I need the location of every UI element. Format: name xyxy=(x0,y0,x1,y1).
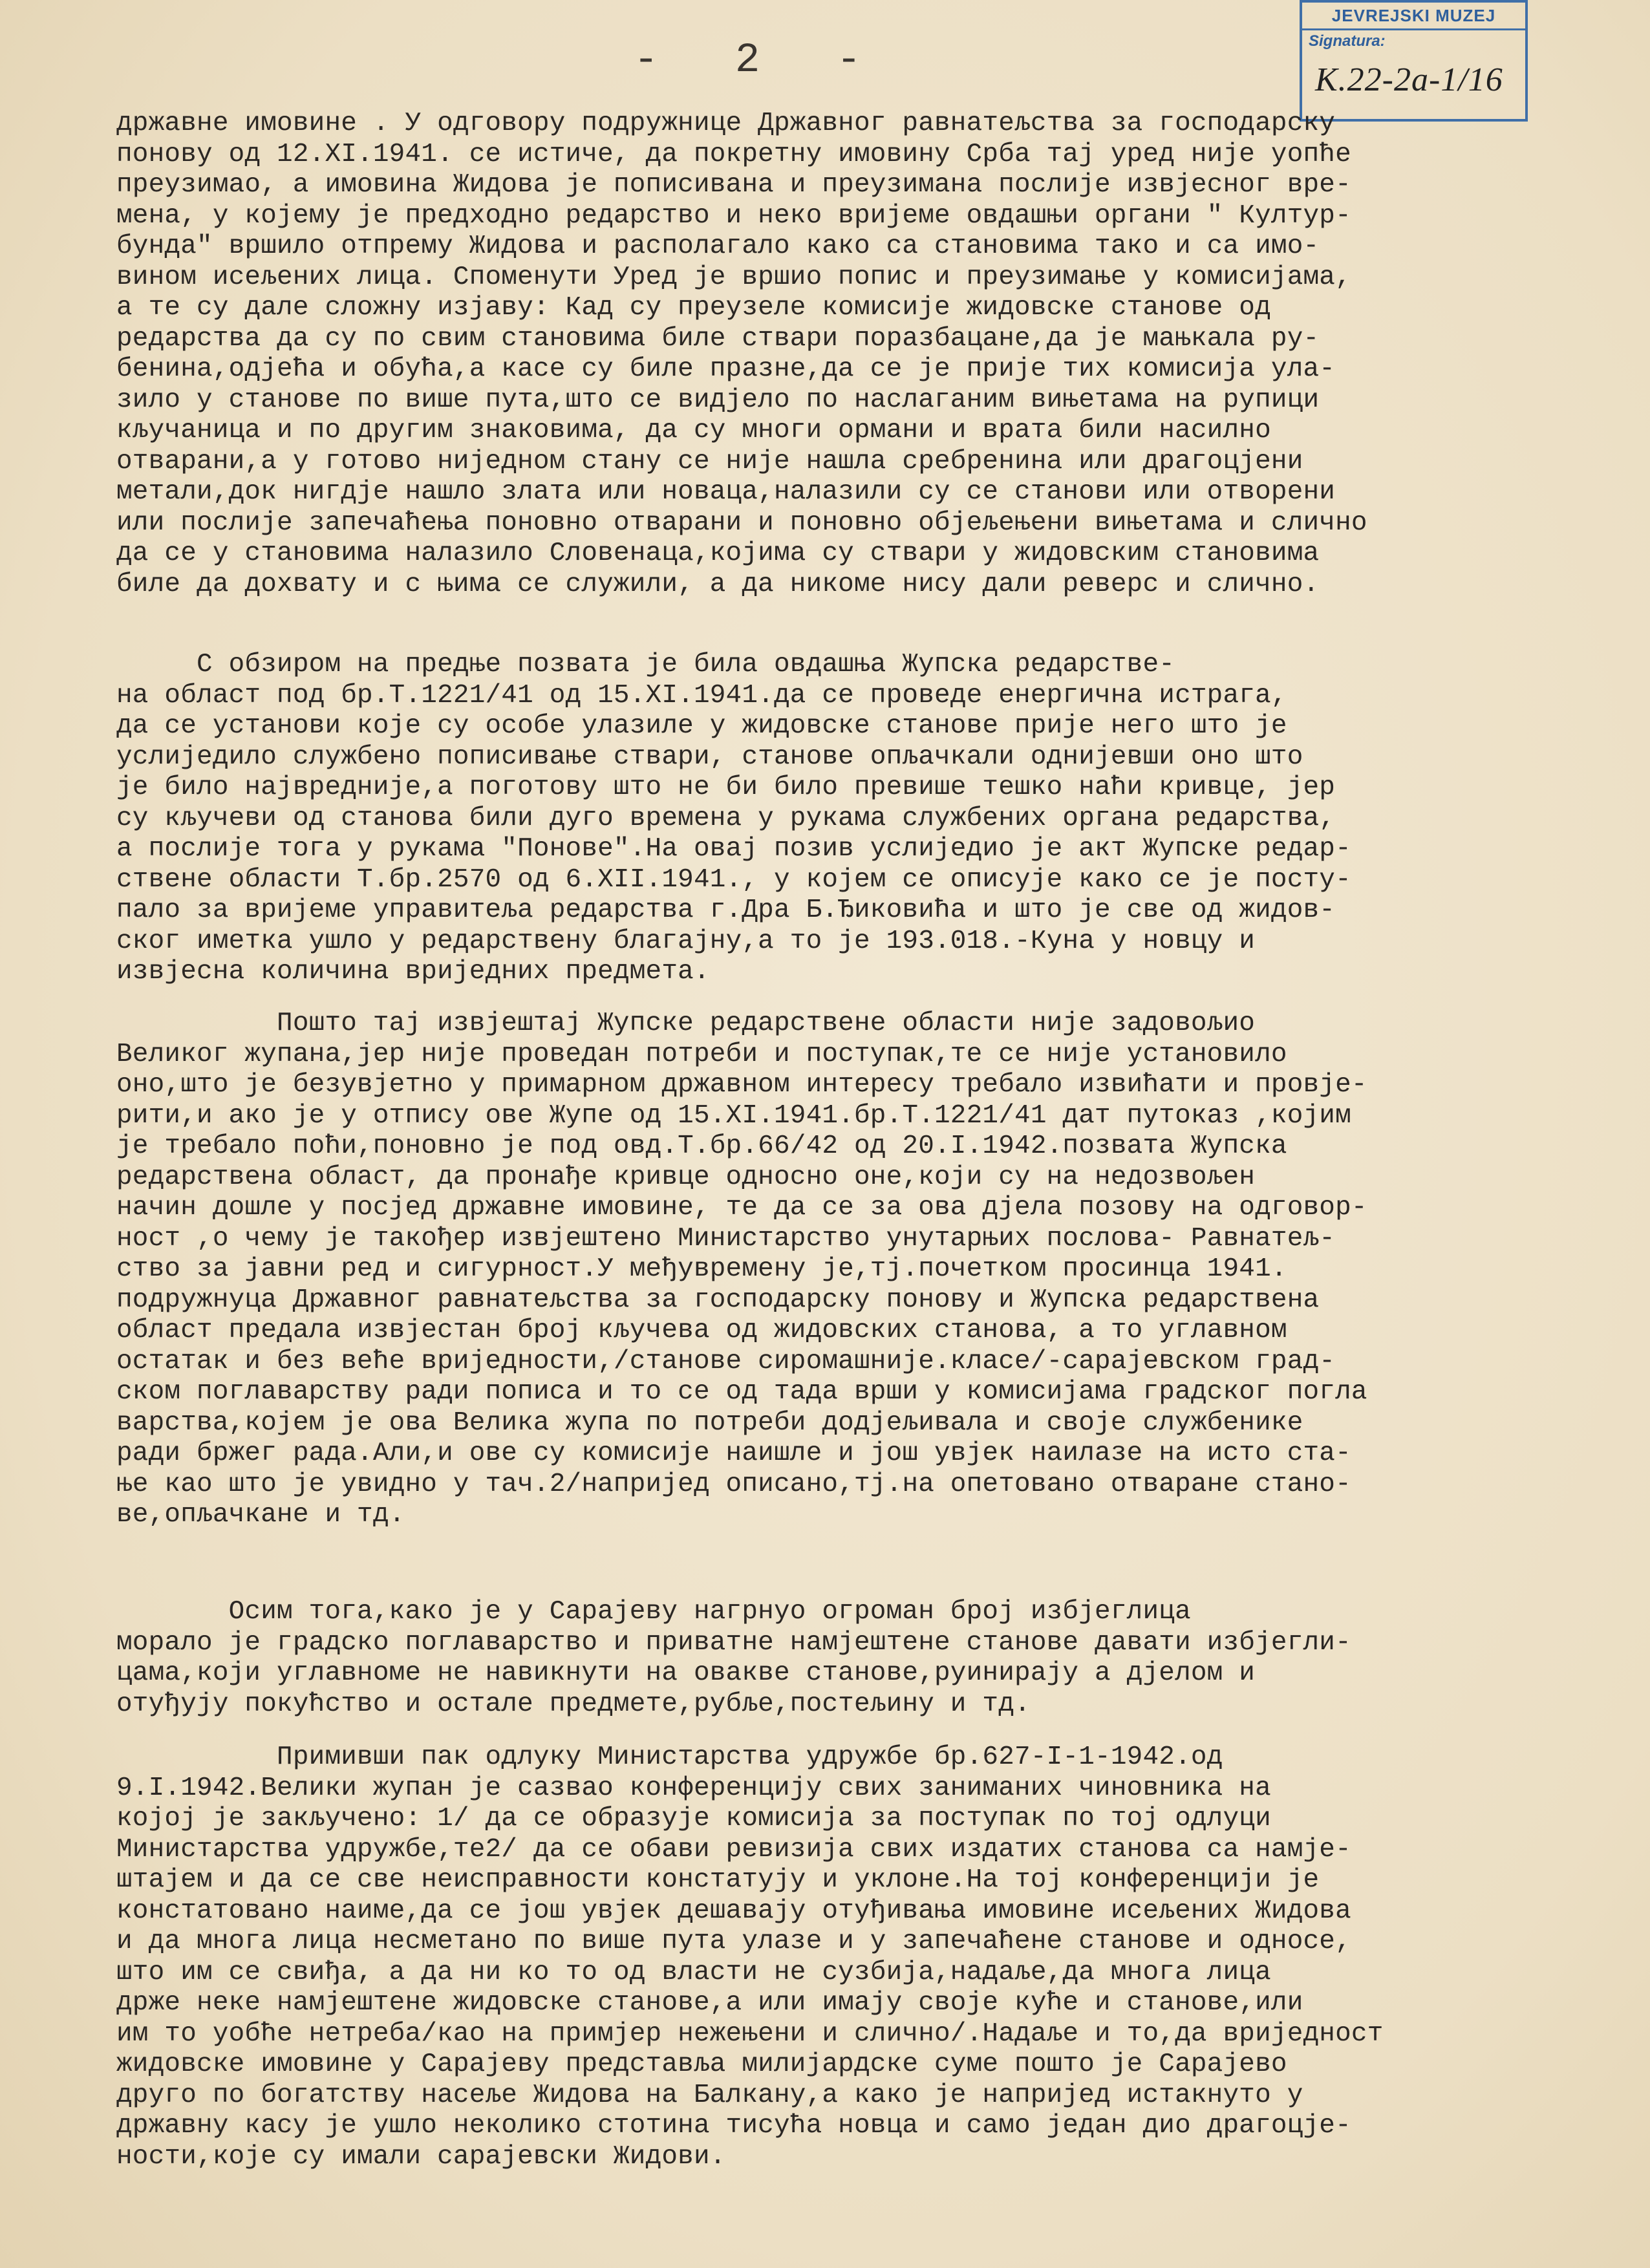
text-line: отуђују покућство и остале предмете,рубље,постељину и тд. xyxy=(116,1689,1031,1719)
text-line: бенина,одјећа и обућа,а касе су биле празне,да се је прије тих комисија ула- xyxy=(116,354,1336,384)
text-line: кључаница и по другим знаковима, да су многи ормани и врата били насилно xyxy=(116,416,1271,445)
text-line: ском поглаварству ради пописа и то се од тада врши у комисијама градског погла xyxy=(116,1377,1367,1407)
text-line: констатовано наиме,да се још увјек дешавају отуђивања имовине исељених Жидова xyxy=(116,1896,1351,1926)
text-line: рити,и ако је у отпису ове Жупе од 15.XI.1941.бр.Т.1221/41 дат путоказ ,којим xyxy=(116,1100,1351,1131)
text-line: зило у станове по више пута,што се видјело по наслаганим вињетама на рупици xyxy=(116,385,1320,415)
archive-stamp xyxy=(1300,0,1528,122)
text-line: пало за вријеме управитеља редарства г.Дра Б.Ђиковића и што је све од жидов- xyxy=(116,895,1336,925)
text-line: је требало поћи,поновно је под овд.Т.бр.66/42 од 20.I.1942.позвата Жупска xyxy=(116,1131,1287,1161)
text-line: извјесна количина вриједних предмета. xyxy=(116,957,710,987)
text-line: бунда" вршило отпрему Жидова и располагало како са становима тако и са имо- xyxy=(116,231,1320,261)
text-line: или послије запечаћења поновно отварани и поновно објељењени вињетама и слично xyxy=(116,508,1367,538)
text-line: област предала извјестан број кључева од жидовских станова, а то углавном xyxy=(116,1316,1287,1345)
stamp-signature-value: K.22-2a-1/16 xyxy=(1315,61,1503,98)
paragraph-4 xyxy=(116,1597,1616,1720)
text-line: штајем и да се све неисправности констатују и уклоне.На тој конференцији је xyxy=(116,1865,1320,1895)
text-line: мена, у којему је предходно редарство и неко вријеме овдашњи органи " Култур- xyxy=(116,200,1351,231)
text-line: редарства да су по свим становима биле ствари поразбацане,да је мањкала ру- xyxy=(116,323,1320,354)
text-line: ње као што је увидно у тач.2/напријед описано,тј.на опетовано отваране стано- xyxy=(116,1469,1351,1499)
paragraph-1 xyxy=(116,109,1616,600)
text-line: што им се свиђа, а да ни ко то од власти не сузбија,надаље,да многа лица xyxy=(116,1957,1271,1987)
text-line: ствене области Т.бр.2570 од 6.XII.1941., у којем се описује како се је посту- xyxy=(116,864,1351,895)
text-line: ве,опљачкане и тд. xyxy=(116,1500,405,1530)
text-line: 9.I.1942.Велики жупан је сазвао конференцију свих заниманих чиновника на xyxy=(116,1773,1271,1803)
text-line: и да многа лица несметано по више пута улазе и у запечаћене станове и односе, xyxy=(116,1927,1351,1956)
text-line: Великог жупана,јер није проведан потреби и поступак,те се није установило xyxy=(116,1039,1287,1069)
text-line: Пошто тај извјештај Жупске редарствене области није задовољио xyxy=(116,1009,1256,1038)
text-line: је било највредније,а поготову што не би било превише тешко наћи кривце, јер xyxy=(116,773,1336,802)
paragraph-2 xyxy=(116,650,1616,988)
text-line: а послије тога у рукама "Понове".На овај позив услиједио је акт Жупске редар- xyxy=(116,834,1351,864)
text-line: вином исељених лица. Споменути Уред је вршио попис и преузимање у комисијама, xyxy=(116,262,1351,292)
text-line: биле да дохвату и с њима се служили, а да никоме нису дали реверс и слично. xyxy=(116,569,1320,599)
paragraph-5 xyxy=(116,1742,1616,2172)
text-line: услиједило службено пописивање ствари, станове опљачкали однијевши оно што xyxy=(116,742,1303,772)
text-line: метали,док нигдје нашло злата или новаца,налазили су се станови или отворени xyxy=(116,477,1336,507)
text-line: ради бржег рада.Али,и ове су комисије наишле и још увјек наилазе на исто ста- xyxy=(116,1439,1351,1468)
text-line: да се у становима налазило Словенаца,којима су ствари у жидовским становима xyxy=(116,539,1320,568)
paragraph-3 xyxy=(116,1009,1616,1531)
text-line: варства,којем је ова Велика жупа по потреби додјељивала и своје службенике xyxy=(116,1407,1303,1438)
text-line: Осим тога,како је у Сарајеву нагрнуо огроман број избјеглица xyxy=(116,1597,1191,1627)
text-line: начин дошле у посјед државне имовине, те да се за ова дјела позову на одговор- xyxy=(116,1193,1367,1223)
text-line: да се установи које су особе улазиле у жидовске станове прије него што је xyxy=(116,711,1287,741)
text-line: ство за јавни ред и сигурност.У међувремену је,тј.почетком просинца 1941. xyxy=(116,1254,1287,1284)
text-line: а те су дале сложну изјаву: Кад су преузеле комисије жидовске станове од xyxy=(116,293,1271,323)
text-line: државну касу је ушло неколико стотина тисућа новца и само један дио драгоцје- xyxy=(116,2111,1351,2141)
text-line: Министарства удружбе,те2/ да се обави ревизија свих издатих станова са намје- xyxy=(116,1834,1351,1865)
text-line: ности,које су имали сарајевски Жидови. xyxy=(116,2141,726,2172)
text-line: морало је градско поглаварство и приватне намјештене станове давати избјегли- xyxy=(116,1627,1351,1658)
text-line: оно,што је безувјетно у примарном државном интересу требало извићати и провје- xyxy=(116,1070,1367,1100)
text-line: државне имовине . У одговору подружнице Државног равнатељства за господарску xyxy=(116,109,1336,138)
text-line: С обзиром на предње позвата је била овдашња Жупска редарстве- xyxy=(116,650,1175,679)
text-line: остатак и без веће вриједности,/станове сиромашније.класе/-сарајевском град- xyxy=(116,1346,1336,1376)
text-line: жидовске имовине у Сарајеву представља милијардске суме пошто је Сарајево xyxy=(116,2049,1287,2079)
text-line: редарствена област, да пронађе кривце односно оне,који су на недозвољен xyxy=(116,1162,1256,1192)
text-line: отварани,а у готово ниједном стану се није нашла сребренина или драгоцјени xyxy=(116,446,1303,476)
text-line: преузимао, а имовина Жидова је пописивана и преузимана послије извјесног вре- xyxy=(116,170,1351,200)
stamp-institution: JEVREJSKI MUZEJ xyxy=(1302,3,1525,30)
text-line: којој је закључено: 1/ да се образује комисија за поступак по тој одлуци xyxy=(116,1804,1271,1834)
text-line: ност ,о чему је такођер извјештено Министарство унутарњих послова- Равнатељ- xyxy=(116,1223,1336,1254)
page-number: - 2 - xyxy=(634,37,888,84)
text-line: су кључеви од станова били дуго времена у рукама службених органа редарства, xyxy=(116,803,1336,833)
text-line: цама,који углавноме не навикнути на овакве станове,руинирају а дјелом и xyxy=(116,1658,1256,1688)
stamp-label: Signatura: xyxy=(1309,32,1386,50)
text-line: на област под бр.Т.1221/41 од 15.XI.1941.да се проведе енергична истрага, xyxy=(116,680,1287,711)
text-line: им то уобће нетреба/као на примјер нежењени и слично/.Надаље и то,да вриједност xyxy=(116,2018,1384,2049)
text-line: Примивши пак одлуку Министарства удружбе бр.627-I-1-1942.од xyxy=(116,1742,1223,1772)
text-line: друго по богатству насеље Жидова на Балкану,а како је напријед истакнуто у xyxy=(116,2080,1303,2110)
text-line: држе неке намјештене жидовске станове,а или имају своје куће и станове,или xyxy=(116,1988,1303,2018)
text-line: подружнуца Државног равнатељства за господарску понову и Жупска редарствена xyxy=(116,1285,1320,1315)
text-line: ског иметка ушло у редарствену благајну,а то је 193.018.-Куна у новцу и xyxy=(116,926,1256,956)
text-line: понову од 12.XI.1941. се истиче, да покретну имовину Срба тај уред није уопће xyxy=(116,139,1351,169)
